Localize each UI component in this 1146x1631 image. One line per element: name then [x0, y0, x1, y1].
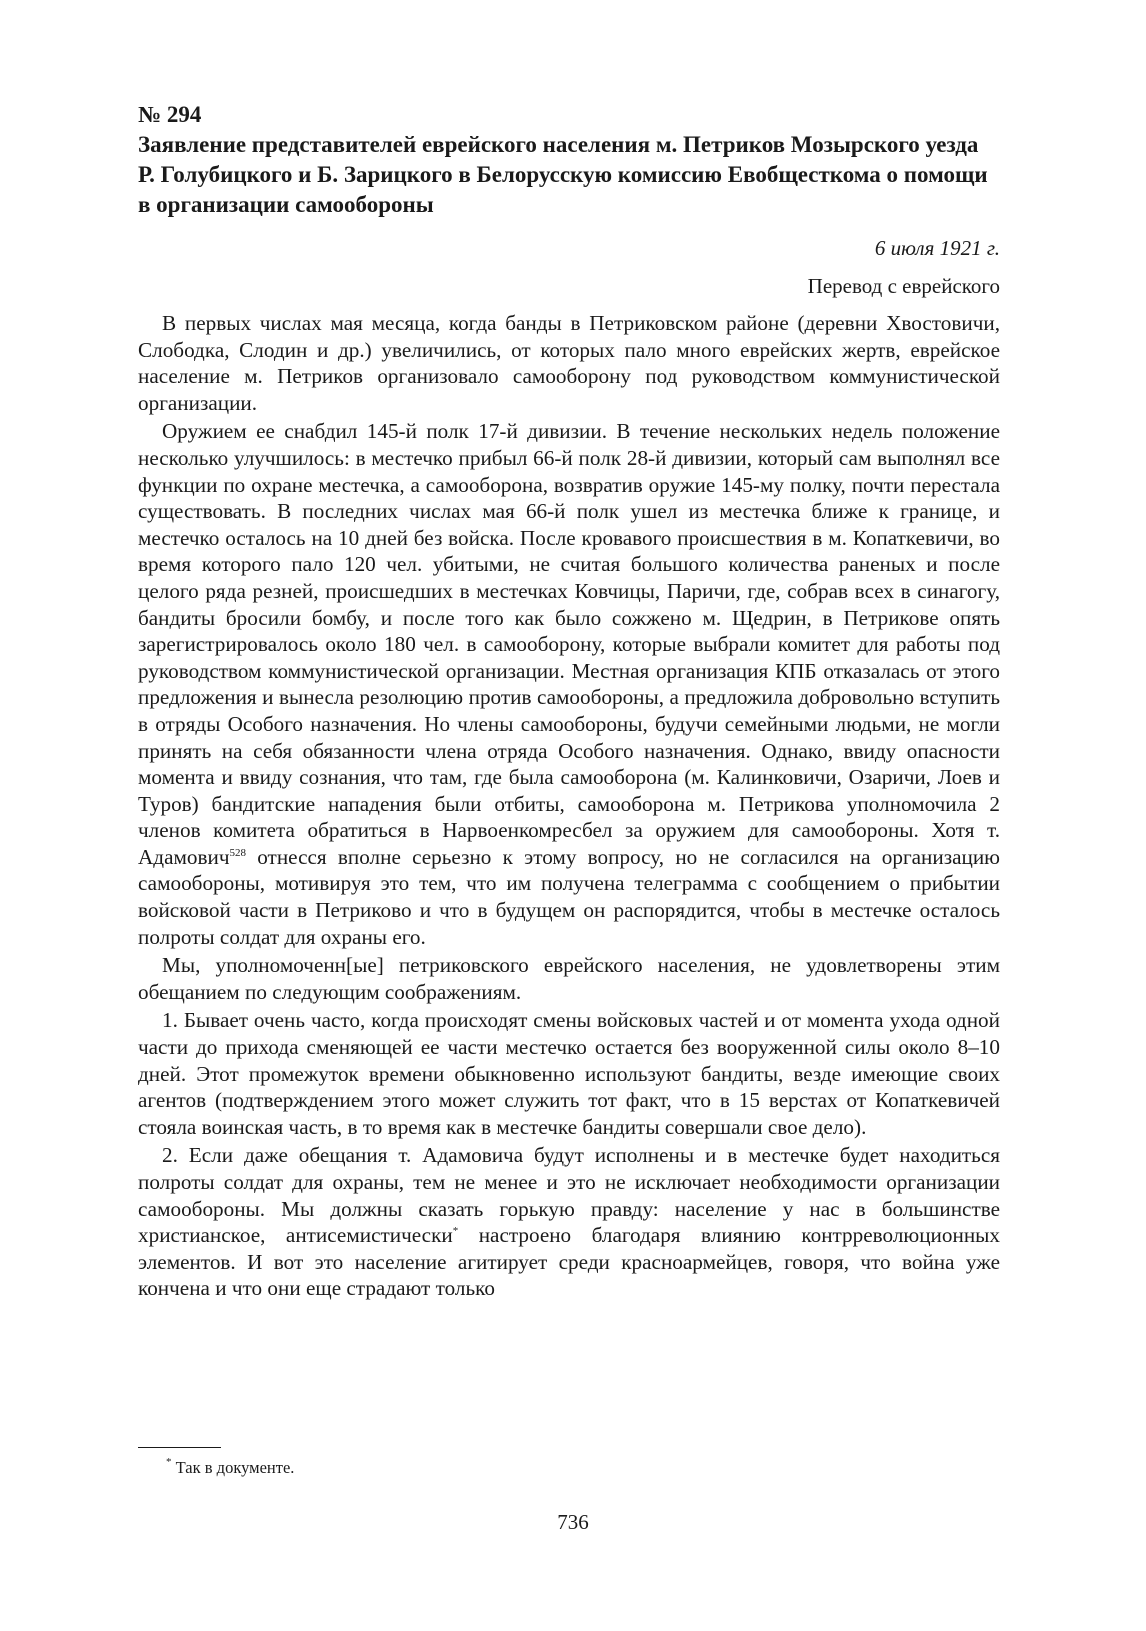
paragraph-5-text-a: 2. Если даже обещания т. Адамовича будут исполнены и в местечке будет находиться полроты солдат для охраны, тем не менее и это не исключает необходимости организации самообороны. Мы должны сказать горькую правду: население у нас в большинстве христианское, антисемистически — [138, 1143, 1000, 1248]
document-number: № 294 — [138, 102, 202, 127]
footnote-marker: * — [452, 1225, 459, 1238]
endnote-reference: 528 — [229, 846, 246, 859]
footnote-text: Так в документе. — [171, 1458, 295, 1477]
footnote-divider — [138, 1447, 221, 1448]
document-body — [138, 310, 1000, 1302]
paragraph-1: В первых числах мая месяца, когда банды в Петриковском районе (деревни Хвостовичи, Слободка, Слодин и др.) увеличились, от которых пало много еврейских жертв, еврейское население м. Петриков организовало самооборону под руководством коммунистической организации. — [138, 311, 1000, 415]
footnote — [166, 1458, 294, 1478]
paragraph-4: 1. Бывает очень часто, когда происходят смены войсковых частей и от момента ухода одной части до прихода сменяющей ее части местечко остается без вооруженной силы около 8–10 дней. Этот промежуток времени обыкновенно используют бандиты, везде имеющие своих агентов (подтверждением этого может служить тот факт, что в 15 верстах от Копаткевичей стояла воинская часть, в то время как в местечке бандиты совершали свое дело). — [138, 1008, 1000, 1139]
footnote-mark: * — [166, 1456, 172, 1468]
document-date: 6 июля 1921 г. — [874, 236, 1000, 260]
paragraph-2 — [138, 418, 1000, 950]
document-page — [138, 100, 1000, 1304]
paragraph-2-text-b: отнесся вполне серьезно к этому вопросу, но не согласился на организацию самообороны, мотивируя это тем, что им получена телеграмма с сообщением о прибытии войсковой части в Петриково и что в будущем он распорядится, чтобы в местечке осталось полроты солдат для охраны его. — [138, 844, 1000, 949]
document-title: Заявление представителей еврейского населения м. Петриков Мозырского уезда Р. Голубицкого и Б. Зарицкого в Белорусскую комиссию Евобщесткома о помощи в организации самообороны — [138, 132, 988, 217]
translation-note: Перевод с еврейского — [807, 274, 1000, 298]
paragraph-2-text-a: Оружием ее снабдил 145-й полк 17-й дивизии. В течение нескольких недель положение несколько улучшилось: в местечко прибыл 66-й полк 28-й дивизии, который сам выполнял все функции по охране местечка, а самооборона, возвратив оружие 145-му полку, почти перестала существовать. В последних числах мая 66-й полк ушел из местечка ближе к границе, и местечко осталось на 10 дней без войска. После кровавого происшествия в м. Копаткевичи, во время которого пало 120 чел. убитыми, не считая большого количества раненых и после целого ряда резней, происшедших в местечках Ковчицы, Паричи, где, собрав всех в синагогу, бандиты бросили бомбу, и после того как было сожжено м. Щедрин, в Петрикове опять зарегистрировалось около 180 чел. в самооборону, которые выбрали комитет для работы под руководством коммунистической организации. Местная организация КПБ отказалась от этого предложения и вынесла резолюцию против самообороны, а предложила добровольно вступить в отряды Особого назначения. Но члены самообороны, будучи семейными людьми, не могли принять на себя обязанности члена отряда Особого назначения. Однако, ввиду опасности момента и ввиду сознания, что там, где была самооборона (м. Калинковичи, Озаричи, Лоев и Туров) бандитские нападения были отбиты, самооборона м. Петрикова уполномочила 2 членов комитета обратиться в Нарвоенкомресбел за оружием для самообороны. Хотя т. Адамович — [138, 419, 1000, 869]
paragraph-3: Мы, уполномоченн[ые] петриковского еврейского населения, не удовлетворены этим обещанием по следующим соображениям. — [138, 953, 1000, 1004]
paragraph-5-text-b: настроено благодаря влиянию контрреволюционных элементов. И вот это население агитирует среди красноармейцев, говоря, что война уже кончена и что они еще страдают только — [138, 1223, 1000, 1301]
page-number: 736 — [557, 1510, 589, 1534]
paragraph-5 — [138, 1142, 1000, 1302]
